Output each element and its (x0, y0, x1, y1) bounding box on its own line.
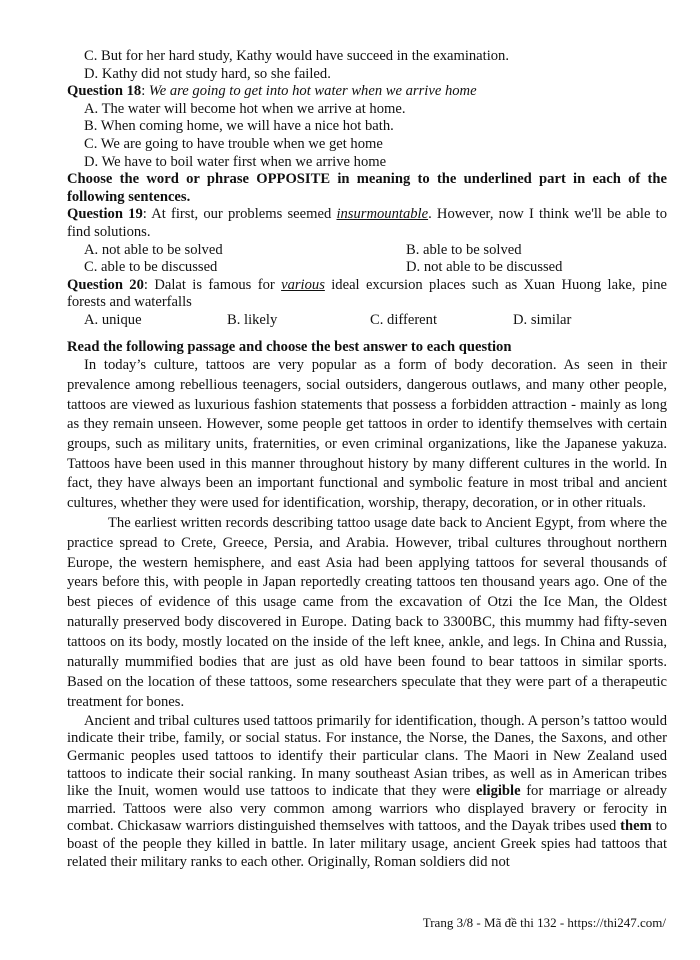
q19-option-a: A. not able to be solved (84, 241, 223, 258)
q20-label: Question 20 (67, 276, 144, 293)
q20-option-c: C. different (370, 311, 438, 328)
q18-option-a: A. The water will become hot when we arrive at home. (84, 100, 406, 117)
passage-paragraph-1: In today’s culture, tattoos are very popular as a form of body decoration. As seen in their prevalence among rebellious teenagers, social outsiders, dangerous outlaws, and many other people, tattoos are viewed as luxurious fashion statements that possess a forbidden attraction - mainly as long as they remain unseen. However, some people get tattoos in order to identify themselves with certain groups, such as military units, fraternities, or even criminal organizations, like the Japanese yakuza. Tattoos have been used in this manner throughout history by many different cultures in the world. In fact, they have always been an important functional and symbolic feature in most tribal and ancient cultures, whether they were used for identification, worship, therapy, decoration, or in other rituals. (67, 357, 667, 512)
q18-label: Question 18 (67, 83, 142, 100)
q20-stem (67, 277, 667, 312)
p3-bold-them: them (620, 818, 652, 835)
q19-options-row-2 (67, 259, 667, 277)
q19-option-b: B. able to be solved (406, 241, 522, 258)
q20-text-before: Dalat is famous for (154, 276, 282, 293)
q18-stem: We are going to get into hot water when we arrive home (148, 83, 477, 100)
q19-option-c: C. able to be discussed (84, 259, 218, 276)
p3-bold-eligible: eligible (475, 783, 521, 800)
p3-text-a: Ancient and tribal cultures used tattoos primarily for identification, though. A person’s tattoo would indicate their tribe, family, or social status. For instance, the Norse, the Danes, the Saxons, and other Germanic peoples used tattoos to identify their particular clans. The Maori in New Zealand used tattoos to indicate their social ranking. In many southeast Asian tribes, as well as in American tribes like the Inuit, women would use tattoos to indicate that they were (67, 712, 667, 800)
page-footer: Trang 3/8 - Mã đề thi 132 - https://thi247.com/ (422, 915, 666, 930)
q19-option-d: D. not able to be discussed (406, 259, 563, 276)
passage-paragraph-3 (67, 713, 667, 871)
q18-option-c: C. We are going to have trouble when we get home (84, 135, 383, 152)
q19-options-row-1 (67, 242, 667, 260)
q19-colon: : (142, 206, 152, 223)
q19-label: Question 19 (67, 206, 143, 223)
q19-underlined-word: insurmountable (336, 206, 429, 223)
spacer (67, 330, 667, 339)
q20-option-d: D. similar (513, 311, 572, 328)
q19-text-after: . However, now I think we'll be able to find solutions. (67, 206, 667, 240)
q20-option-a: A. unique (84, 311, 142, 328)
q19-stem (67, 206, 667, 241)
q18-stem-line (67, 83, 667, 101)
q18-option-b: B. When coming home, we will have a nice hot bath. (84, 118, 394, 135)
opposite-instruction: Choose the word or phrase OPPOSITE in meaning to the underlined part in each of the following sentences. (67, 171, 667, 205)
page-content (67, 48, 667, 871)
q20-option-b: B. likely (227, 311, 278, 328)
p3-text-c: to boast of the people they killed in battle. In later military usage, ancient Greek spies had tattoos that related their military ranks to each other. Originally, Roman soldiers did not (67, 818, 667, 870)
q18-colon: : (141, 83, 149, 100)
passage-paragraph-2: The earliest written records describing tattoo usage date back to Ancient Egypt, from where the practice spread to Crete, Greece, Persia, and Arabia. However, tribal cultures throughout northern Europe, the western hemisphere, and east Asia had been applying tattoos for several thousands of years before this, with people in Japan reportedly creating tattoos ten thousand years ago. One of the best pieces of evidence of this usage came from the excavation of Otzi the Ice Man, the Oldest naturally preserved body discovered in Europe. Dating back to 3300BC, this mummy had fifty-seven tattoos on its body, mostly located on the inside of the left knee, ankle, and legs. In China and Russia, naturally mummified bodies that are just as old have been found to bear tattoos in similar sports. Based on the location of these tattoos, some researchers speculate that they were part of a therapeutic treatment for bones. (67, 514, 667, 710)
q20-options-row (67, 312, 667, 330)
q20-underlined-word: various (281, 276, 325, 293)
q20-text-after: ideal excursion places such as Xuan Huong lake, pine forests and waterfalls (67, 276, 667, 311)
q17-option-c: C. But for her hard study, Kathy would have succeed in the examination. (84, 48, 509, 64)
q17-option-d: D. Kathy did not study hard, so she failed. (84, 65, 331, 82)
p3-text-b: for marriage or already married. Tattoos were also very common among warriors who displayed bravery or ferocity in combat. Chickasaw warriors distinguished themselves with tattoos, and the Dayak tribes used (67, 783, 667, 835)
q19-text-before: At first, our problems seemed (151, 206, 337, 223)
q20-colon: : (143, 276, 155, 293)
q18-option-d: D. We have to boil water first when we arrive home (84, 153, 387, 170)
passage-title: Read the following passage and choose the best answer to each question (67, 338, 512, 355)
